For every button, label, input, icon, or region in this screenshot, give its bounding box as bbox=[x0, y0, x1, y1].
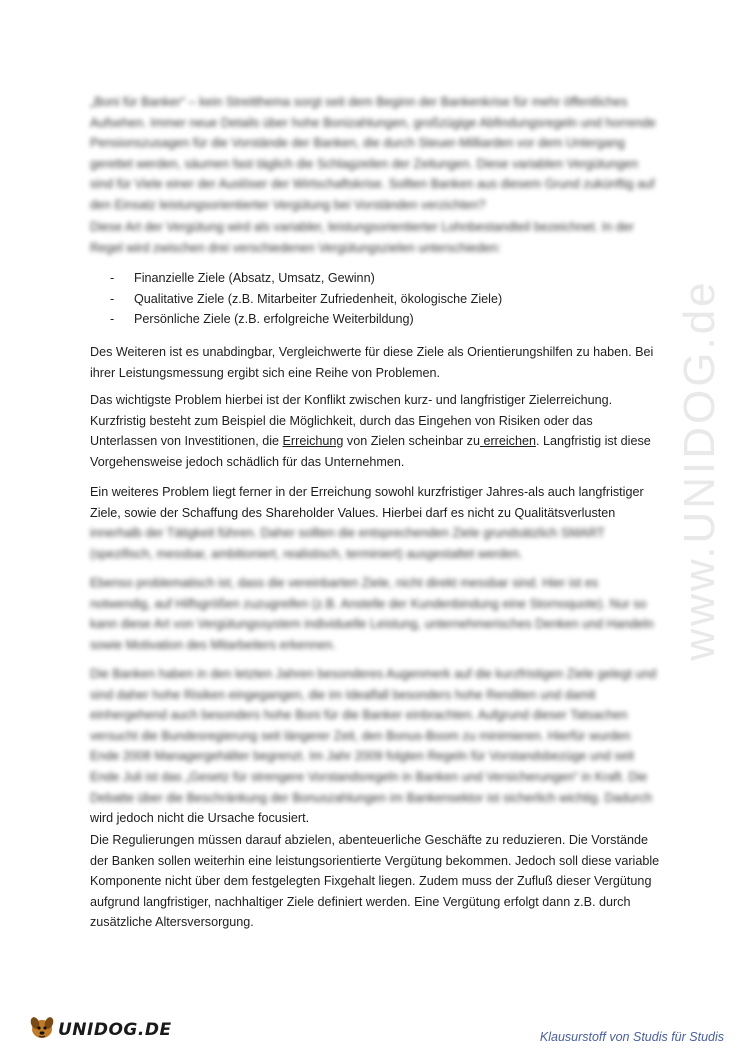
paragraph-shareholder: Ein weiteres Problem liegt ferner in der Erreichung sowohl kurzfristiger Jahres-als auch langfristiger Ziele, sowie der Schaffung des Shareholder Values. Hierbei darf es nicht zu Qualitätsverlusten innerhalb der Tätigkeit führen. Daher sollten die entsprechenden Ziele grundsätzlich SMART (spezifisch, messbar, ambitioniert, realistisch, terminiert) ausgestaltet werden. bbox=[90, 485, 644, 561]
paragraph-banks: Die Banken haben in den letzten Jahren besonderes Augenmerk auf die kurzfristigen Ziele gelegt und sind daher hohe Risiken eingegangen, die im Idealfall besonders hohe Renditen und damit einhergehend auch besonders hohe Boni für die Banker einbrachten. Aufgrund dieser Tatsachen versucht die Bundesregierung seit längerer Zeit, den Bonus-Boom zu minimieren. Hierfür wurden Ende 2008 Managergehälter begrenzt. Im Jahr 2009 folgten Regeln für Vorstandsbezüge und seit Ende Juli ist das „Gesetz für strengere Vorstandsregeln in Banken und Versicherungen“ in Kraft. Die Debatte über die Beschränkung der Bonuszahlungen im Bankensektor ist sicherlich wichtig. Dadurch wird jedoch nicht die Ursache focusiert. bbox=[90, 667, 657, 826]
paragraph-intro: „Boni für Banker“ – kein Streitthema sorgt seit dem Beginn der Bankenkrise für mehr öffentliches Aufsehen. Immer neue Details über hohe Bonizahlungen, großzügige Abfindungsregeln und horrende Pensionszusagen für die Vorstände der Banken, die durch Steuer-Milliarden vor dem Untergang gerettet werden, säumen fast täglich die Schlagzeilen der Zeitungen. Diese variablen Vergütungen sind für Viele einer der Auslöser der Wirtschaftskrise. Sollten Banken aus diesem Grund zukünftig auf den Einsatz leistungsorientierter Vergütung bei Vorständen verzichten? bbox=[90, 95, 656, 212]
list-item: - Persönliche Ziele (z.B. erfolgreiche Weiterbildung) bbox=[110, 312, 414, 327]
list-item: - Finanzielle Ziele (Absatz, Umsatz, Gewinn) bbox=[110, 271, 375, 285]
list-item: - Qualitative Ziele (z.B. Mitarbeiter Zufriedenheit, ökologische Ziele) bbox=[110, 291, 503, 306]
footer-tagline: Klausurstoff von Studis für Studis bbox=[539, 1030, 724, 1044]
paragraph-definition: Diese Art der Vergütung wird als variabler, leistungsorientierter Lohnbestandteil bezeichnet. In der Regel wird zwischen drei verschiedenen Vergütungszielen unterschieden: bbox=[90, 220, 634, 255]
footer-logo bbox=[26, 1012, 172, 1047]
watermark-text: www.UNIDOG.de bbox=[675, 279, 724, 661]
goals-list bbox=[110, 268, 502, 330]
paragraph-conflict: Das wichtigste Problem hierbei ist der Konflikt zwischen kurz- und langfristiger Zielerreichung. Kurzfristig besteht zum Beispiel die Möglichkeit, durch das Eingehen von Risiken oder das Unterlassen von Investitionen, die Erreichung von Zielen scheinbar zu erreichen. Langfristig ist diese Vorgehensweise jedoch schädlich für das Unternehmen. bbox=[90, 393, 651, 469]
paragraph-comparison: Des Weiteren ist es unabdingbar, Vergleichwerte für diese Ziele als Orientierungshilfen zu haben. Bei ihrer Leistungsmessung ergibt sich eine Reihe von Problemen. bbox=[90, 345, 654, 380]
paragraph-regulation: Die Regulierungen müssen darauf abzielen, abenteuerliche Geschäfte zu reduzieren. Die Vorstände der Banken sollen weiterhin eine leistungsorientierte Vergütung bekommen. Jedoch soll diese variable Komponente nicht über dem festgelegten Fixgehalt liegen. Zudem muss der Zufluß dieser Vergütung aufgrund langfristiger, nachhaltiger Ziele definiert werden. Eine Vergütung erfolgt dann z.B. durch zusätzliche Altersversorgung. bbox=[90, 833, 660, 930]
paragraph-measurability: Ebenso problematisch ist, dass die vereinbarten Ziele, nicht direkt messbar sind. Hier ist es notwendig, auf Hilfsgrößen zuzugreifen (z.B. Anstelle der Kundenbindung eine Stornoquote). Nur so kann diese Art von Vergütungssystem individuelle Leistung, unternehmerisches Denken und Handeln sowie Motivation des Mitarbeiters erkennen. bbox=[90, 576, 654, 652]
brand-name: UNIDOG.DE bbox=[58, 1019, 172, 1040]
dog-mascot-icon bbox=[26, 1012, 56, 1047]
